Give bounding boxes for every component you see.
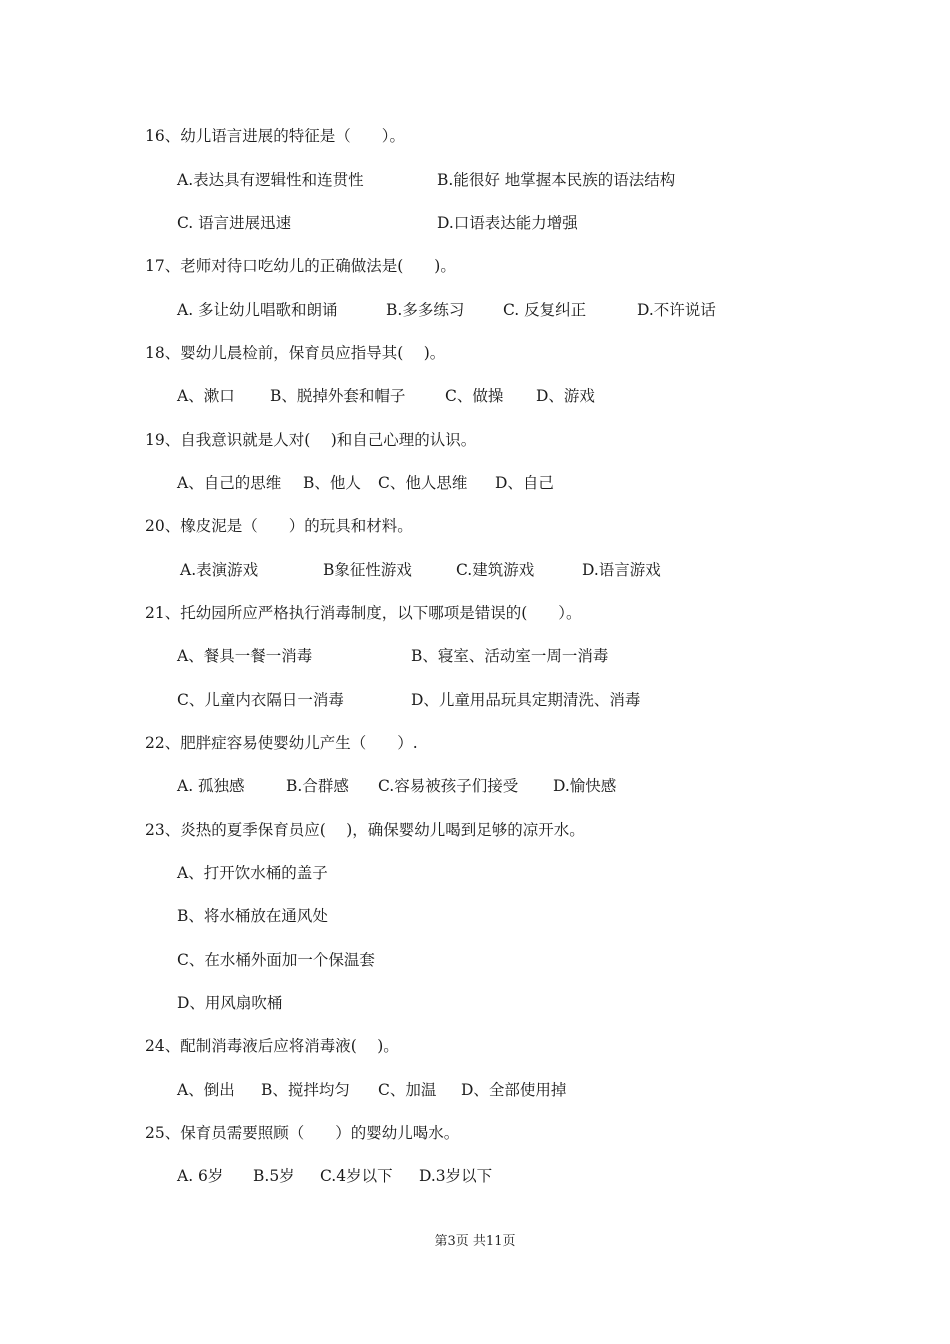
question-18-option-d: D、游戏: [536, 387, 595, 405]
question-16-option-a: A.表达具有逻辑性和连贯性: [177, 171, 364, 189]
question-20-stem: 20、橡皮泥是（ ）的玩具和材料。: [145, 517, 413, 535]
question-16-option-c: C. 语言进展迅速: [177, 214, 292, 232]
question-22-option-a: A. 孤独感: [177, 777, 245, 795]
question-19-option-c: C、他人思维: [378, 474, 468, 492]
question-24-stem: 24、配制消毒液后应将消毒液( )。: [145, 1037, 399, 1055]
question-25-option-a: A. 6岁: [177, 1167, 224, 1185]
question-18-option-c: C、做操: [445, 387, 504, 405]
question-17-option-b: B.多多练习: [386, 301, 465, 319]
question-16-option-d: D.口语表达能力增强: [437, 214, 578, 232]
question-23-option-a: A、打开饮水桶的盖子: [177, 864, 328, 882]
question-24-option-b: B、搅拌均匀: [261, 1081, 350, 1099]
question-21-option-b: B、寝室、活动室一周一消毒: [411, 647, 609, 665]
question-17-option-c: C. 反复纠正: [503, 301, 587, 319]
question-17-option-d: D.不许说话: [637, 301, 716, 319]
question-22-option-b: B.合群感: [286, 777, 349, 795]
question-20-option-a: A.表演游戏: [180, 561, 259, 579]
question-22-option-d: D.愉快感: [553, 777, 617, 795]
question-19-stem: 19、自我意识就是人对( )和自己心理的认识。: [145, 431, 477, 449]
question-25-option-d: D.3岁以下: [419, 1167, 493, 1185]
question-20-option-d: D.语言游戏: [582, 561, 661, 579]
question-23-stem: 23、炎热的夏季保育员应( )，确保婴幼儿喝到足够的凉开水。: [145, 821, 585, 839]
question-25-option-c: C.4岁以下: [320, 1167, 393, 1185]
question-24-option-d: D、全部使用掉: [461, 1081, 567, 1099]
question-17-option-a: A. 多让幼儿唱歌和朗诵: [177, 301, 338, 319]
question-22-option-c: C.容易被孩子们接受: [378, 777, 519, 795]
question-22-stem: 22、肥胖症容易使婴幼儿产生（ ）.: [145, 734, 418, 752]
question-20-option-b: B象征性游戏: [323, 561, 412, 579]
question-21-option-a: A、餐具一餐一消毒: [177, 647, 313, 665]
question-25-option-b: B.5岁: [253, 1167, 295, 1185]
question-19-option-b: B、他人: [303, 474, 361, 492]
page-number-footer: 第3页 共11页: [434, 1234, 516, 1249]
question-18-stem: 18、婴幼儿晨检前，保育员应指导其( )。: [145, 344, 446, 362]
question-21-option-c: C、儿童内衣隔日一消毒: [177, 691, 344, 709]
question-16-stem: 16、幼儿语言进展的特征是（ ）。: [145, 127, 405, 145]
question-23-option-d: D、用风扇吹桶: [177, 994, 283, 1012]
question-19-option-d: D、自己: [495, 474, 554, 492]
question-24-option-c: C、加温: [378, 1081, 437, 1099]
question-19-option-a: A、自己的思维: [177, 474, 282, 492]
question-24-option-a: A、倒出: [177, 1081, 235, 1099]
question-23-option-b: B、将水桶放在通风处: [177, 907, 328, 925]
question-16-option-b: B.能很好 地掌握本民族的语法结构: [437, 171, 676, 189]
question-21-option-d: D、儿童用品玩具定期清洗、消毒: [411, 691, 641, 709]
question-17-stem: 17、老师对待口吃幼儿的正确做法是( )。: [145, 257, 456, 275]
question-23-option-c: C、在水桶外面加一个保温套: [177, 951, 375, 969]
question-18-option-a: A、漱口: [177, 387, 235, 405]
question-18-option-b: B、脱掉外套和帽子: [270, 387, 406, 405]
question-20-option-c: C.建筑游戏: [456, 561, 535, 579]
question-21-stem: 21、托幼园所应严格执行消毒制度，以下哪项是错误的( ）。: [145, 604, 582, 622]
question-25-stem: 25、保育员需要照顾（ ）的婴幼儿喝水。: [145, 1124, 460, 1142]
